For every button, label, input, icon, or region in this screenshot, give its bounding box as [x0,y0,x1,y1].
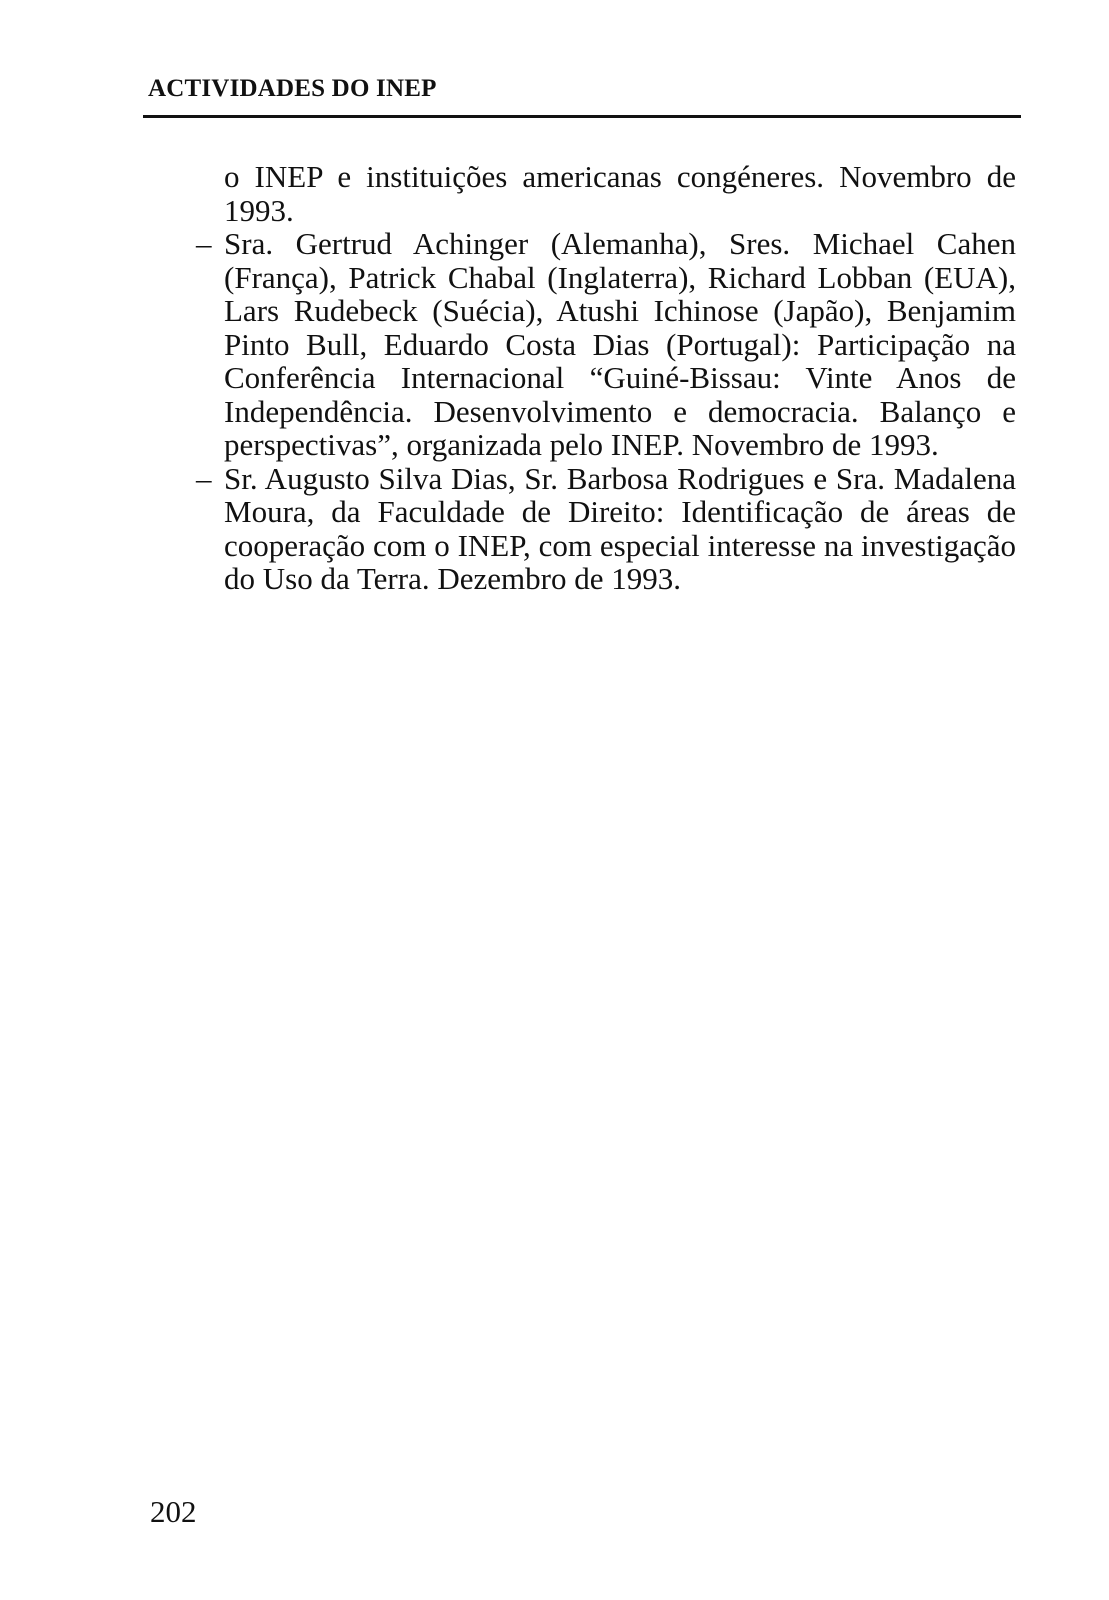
dash-marker: – [196,226,212,261]
list-item-text: Sra. Gertrud Achinger (Alemanha), Sres. Michael Cahen (França), Patrick Chabal (Inglaterra), Richard Lobban (EUA), Lars Rudebeck (Suécia), Atushi Ichinose (Japão), Benjamim Pinto Bull, Eduardo Costa Dias (Portugal): Participação na Conferência Internacional “Guiné-Bissau: Vinte Anos de Independência. Desenvolvimento e democracia. Balanço e perspectivas”, organizada pelo INEP. Novembro de 1993. [224,226,1016,462]
dash-marker: – [196,460,212,496]
header-rule [143,115,1021,118]
running-head-title: ACTIVIDADES DO INEP [148,75,437,102]
page-number: 202 [150,1494,197,1529]
list-item [196,460,1016,596]
body-text [196,159,1016,596]
continuation-paragraph: o INEP e instituições americanas congéneres. Novembro de 1993. [224,159,1016,228]
list-item-text: Sr. Augusto Silva Dias, Sr. Barbosa Rodrigues e Sra. Madalena Moura, da Faculdade de Direito: Identificação de áreas de cooperação com o INEP, com especial interesse na investigação do Uso da Terra. Dezembro de 1993. [224,460,1016,596]
list-item [196,226,1016,462]
